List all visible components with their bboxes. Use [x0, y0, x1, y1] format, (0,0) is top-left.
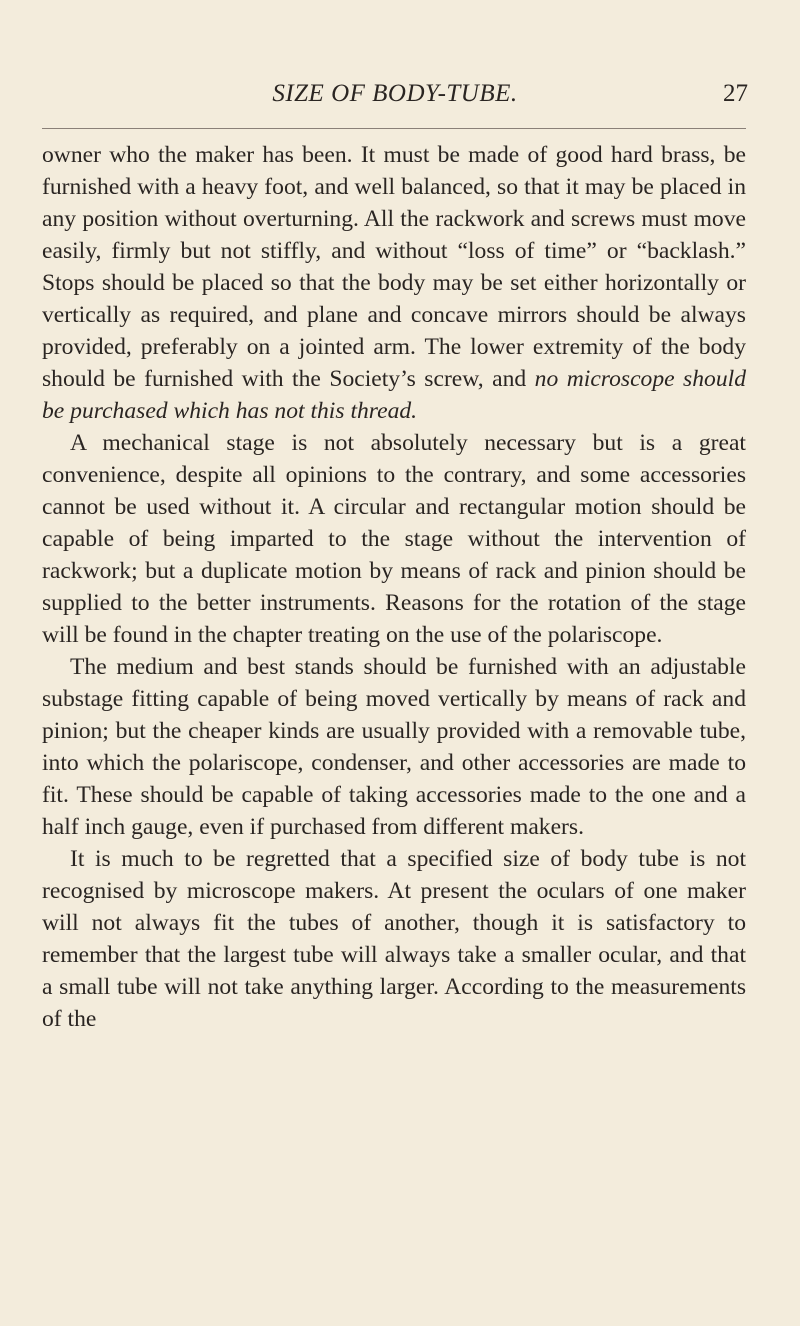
- body-text: [42, 139, 746, 1035]
- header-rule: [42, 128, 746, 129]
- page-number: 27: [723, 80, 748, 107]
- paragraph-4: It is much to be regretted that a specified size of body tube is not recognised by microscope makers. At present the oculars of one maker will not always fit the tubes of another, though it is satisfactory to remember that the largest tube will always take a smaller ocular, and that a small tube will not take anything larger. According to the measurements of the: [42, 846, 746, 1032]
- running-head: [42, 80, 748, 114]
- paragraph-2: A mechanical stage is not absolutely necessary but is a great convenience, despite all opinions to the contrary, and some accessories cannot be used without it. A circular and rectangular motion should be capable of being imparted to the stage without the intervention of rackwork; but a duplicate motion by means of rack and pinion should be supplied to the better instruments. Reasons for the rotation of the stage will be found in the chapter treating on the use of the polariscope.: [42, 430, 746, 648]
- paragraph-1: [42, 139, 746, 427]
- paragraph-1-emphasis: no microscope should be purchased which has not this thread.: [42, 366, 746, 424]
- paragraph-3: The medium and best stands should be furnished with an adjustable substage fitting capable of being moved vertically by means of rack and pinion; but the cheaper kinds are usually provided with a removable tube, into which the polariscope, condenser, and other accessories are made to fit. These should be capable of taking accessories made to the one and a half inch gauge, even if purchased from different makers.: [42, 654, 746, 840]
- running-title: SIZE OF BODY-TUBE.: [272, 80, 518, 107]
- paragraph-1-text: owner who the maker has been. It must be made of good hard brass, be furnished with a heavy foot, and well balanced, so that it may be placed in any position without overturning. All the rackwork and screws must move easily, firmly but not stiffly, and without “loss of time” or “backlash.” Stops should be placed so that the body may be set either horizontally or vertically as required, and plane and concave mirrors should be always provided, preferably on a jointed arm. The lower extremity of the body should be furnished with the Society’s screw, and: [42, 142, 746, 392]
